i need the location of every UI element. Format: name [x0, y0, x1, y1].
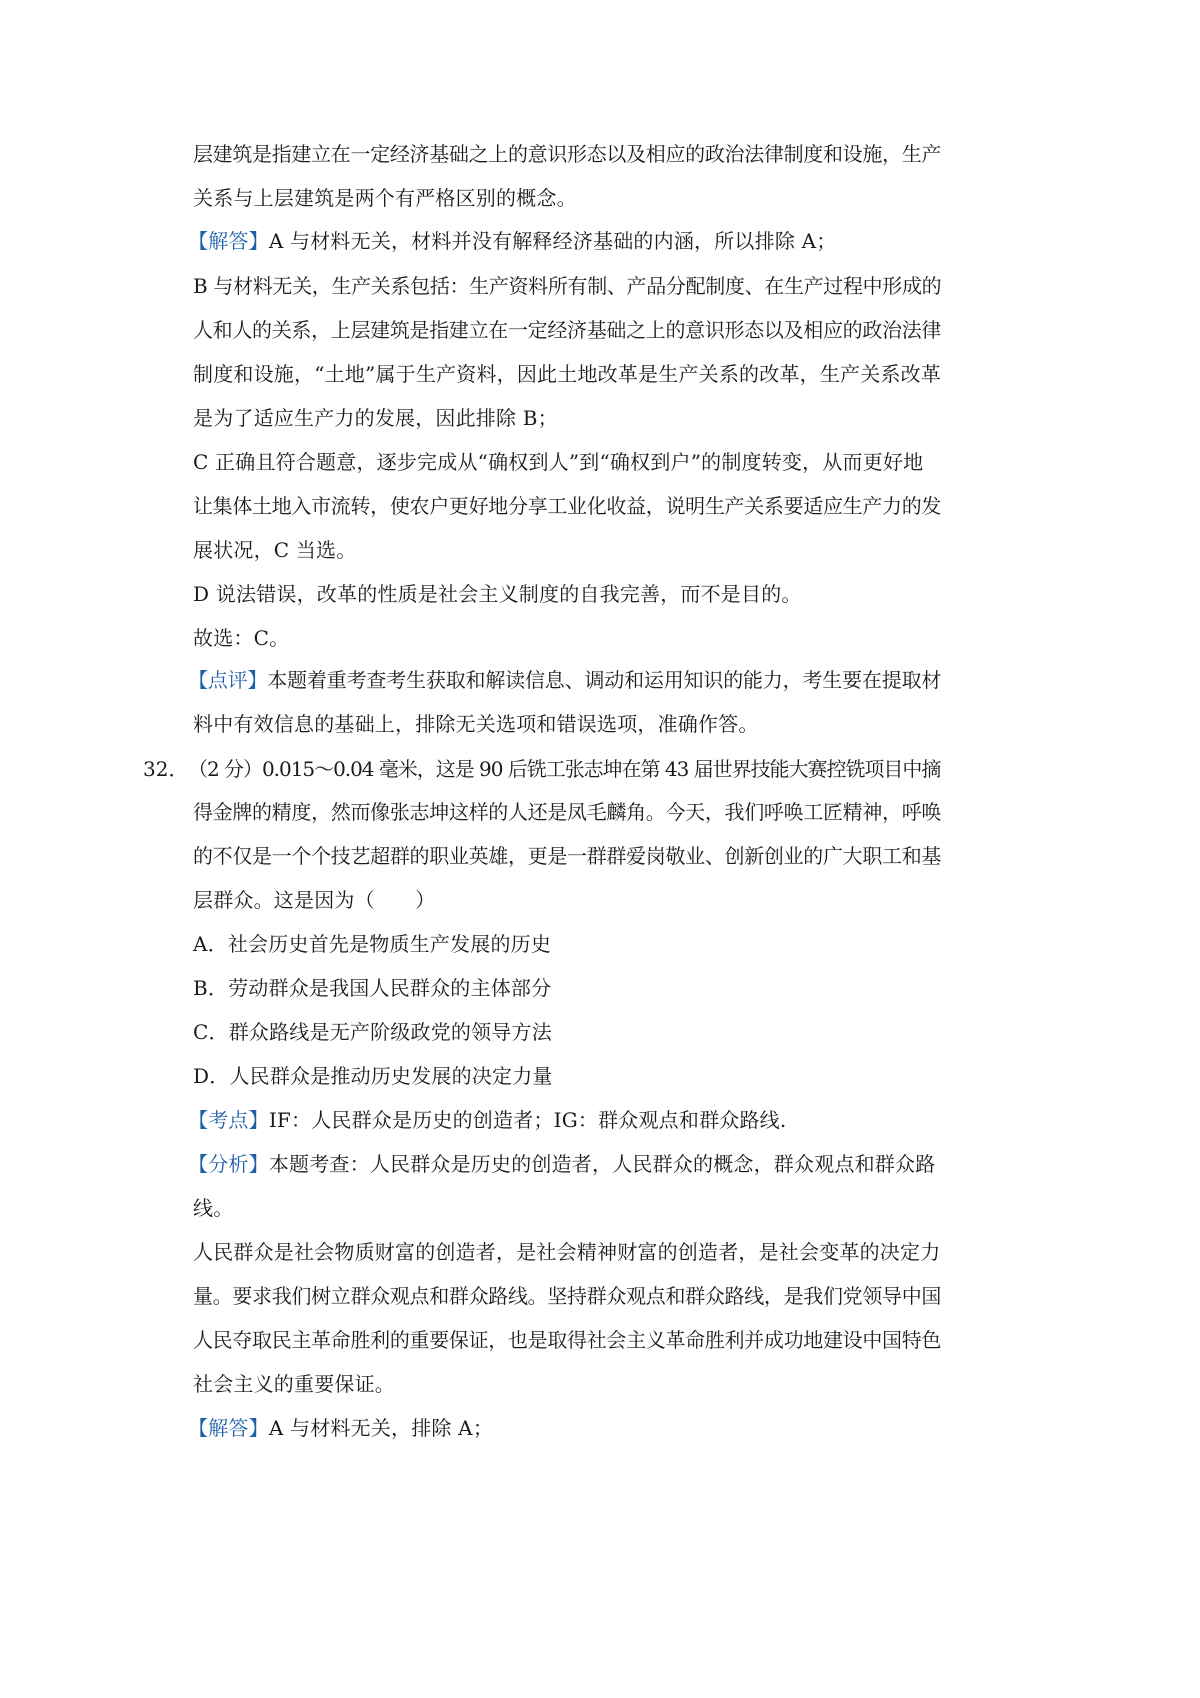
answer-line: 展状况，C 当选。 [193, 538, 357, 562]
comment-line: 【点评】本题着重考查考生获取和解读信息、调动和运用知识的能力，考生要在提取材 [188, 668, 942, 692]
answer-line: 让集体土地入市流转，使农户更好地分享工业化收益，说明生产关系要适应生产力的发 [193, 494, 942, 518]
comment-tag: 【点评】 [188, 668, 268, 692]
analysis-line: 社会主义的重要保证。 [193, 1372, 395, 1396]
question-stem-line: 层群众。这是因为（ ） [193, 888, 436, 912]
answer-line: 制度和设施，“土地”属于生产资料，因此土地改革是生产关系的改革，生产关系改革 [193, 362, 942, 386]
analysis-line: 人民群众是社会物质财富的创造者，是社会精神财富的创造者，是社会变革的决定力 [193, 1240, 941, 1264]
analysis-line: 线。 [193, 1196, 234, 1220]
paragraph-line: 关系与上层建筑是两个有严格区别的概念。 [193, 186, 577, 210]
question-stem-line: 的不仅是一个个技艺超群的职业英雄，更是一群群爱岗敬业、创新创业的广大职工和基 [193, 844, 942, 868]
question-stem-line: 得金牌的精度，然而像张志坤这样的人还是凤毛麟角。今天，我们呼唤工匠精神，呼唤 [193, 800, 942, 824]
answer-tag: 【解答】 [188, 1416, 269, 1440]
option-c: C．群众路线是无产阶级政党的领导方法 [193, 1020, 552, 1044]
option-b: B．劳动群众是我国人民群众的主体部分 [193, 976, 552, 1000]
question-number: 32． [143, 757, 189, 781]
analysis-line: 【分析】本题考查：人民群众是历史的创造者，人民群众的概念，群众观点和群众路 [188, 1152, 936, 1176]
answer-line: 【解答】A 与材料无关，材料并没有解释经济基础的内涵，所以排除 A； [188, 229, 837, 253]
question-stem-line: （2 分）0.015～0.04 毫米，这是 90 后铣工张志坤在第 43 届世界技能大赛控铣项目中摘 [188, 757, 941, 781]
paragraph-line: 层建筑是指建立在一定经济基础之上的意识形态以及相应的政治法律制度和设施，生产 [193, 142, 942, 166]
analysis-line: 人民夺取民主革命胜利的重要保证，也是取得社会主义革命胜利并成功地建设中国特色 [193, 1328, 942, 1352]
comment-line: 料中有效信息的基础上，排除无关选项和错误选项，准确作答。 [193, 712, 759, 736]
knowledge-point-line: 【考点】IF：人民群众是历史的创造者；IG：群众观点和群众路线. [188, 1108, 787, 1132]
option-a: A．社会历史首先是物质生产发展的历史 [193, 932, 552, 956]
answer-line: C 正确且符合题意，逐步完成从“确权到人”到“确权到户”的制度转变，从而更好地 [193, 450, 924, 474]
answer-line: 人和人的关系，上层建筑是指建立在一定经济基础之上的意识形态以及相应的政治法律 [193, 318, 942, 342]
answer-line: D 说法错误，改革的性质是社会主义制度的自我完善，而不是目的。 [193, 582, 802, 606]
answer-line: 是为了适应生产力的发展，因此排除 B； [193, 406, 558, 430]
answer-tag: 【解答】 [188, 229, 269, 253]
knowledge-tag: 【考点】 [188, 1108, 269, 1132]
analysis-tag: 【分析】 [188, 1152, 269, 1176]
answer-line: 【解答】A 与材料无关，排除 A； [188, 1416, 494, 1440]
analysis-line: 量。要求我们树立群众观点和群众路线。坚持群众观点和群众路线，是我们党领导中国 [193, 1284, 942, 1308]
option-d: D．人民群众是推动历史发展的决定力量 [193, 1064, 553, 1088]
answer-line: 故选：C。 [193, 626, 290, 650]
answer-line: B 与材料无关，生产关系包括：生产资料所有制、产品分配制度、在生产过程中形成的 [193, 274, 942, 298]
